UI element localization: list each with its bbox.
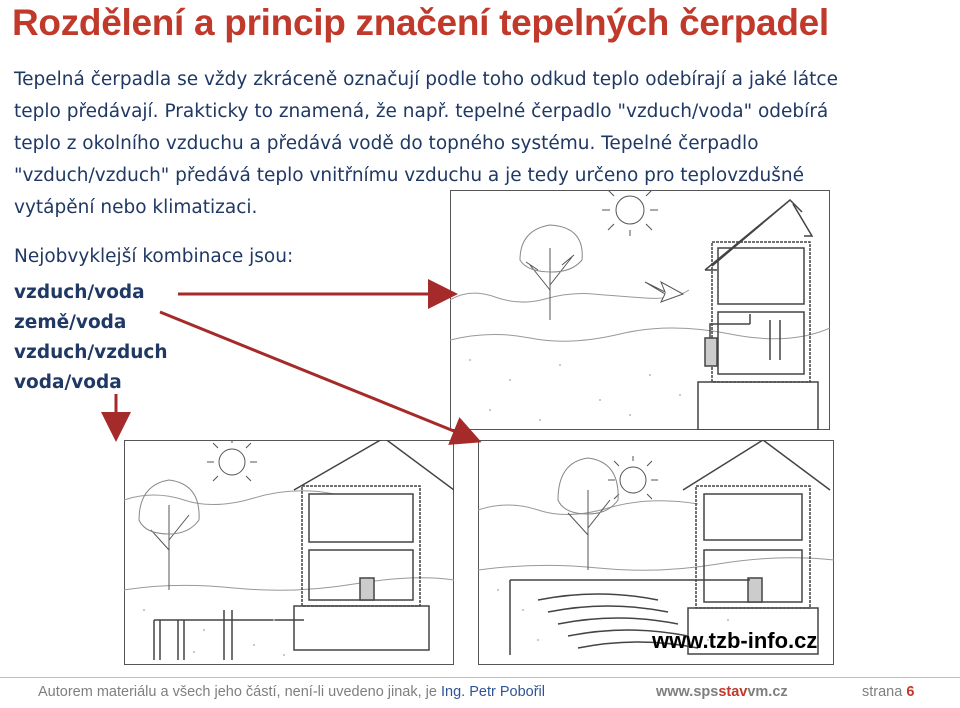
slide-title: Rozdělení a princip značení tepelných čerpadel xyxy=(12,2,829,43)
combination-item: vzduch/vzduch xyxy=(14,342,168,363)
footer xyxy=(0,682,960,706)
footer-page xyxy=(862,684,914,700)
footer-web-prefix: www.sps xyxy=(656,684,719,700)
combination-item: země/voda xyxy=(14,312,127,333)
footer-credit-text: Autorem materiálu a všech jeho částí, není-li uvedeno jinak, je xyxy=(38,684,437,700)
footer-web-highlight: stav xyxy=(718,684,748,700)
arrow-ground-water-horizontal xyxy=(160,312,476,440)
footer-page-label: strana xyxy=(862,684,903,700)
intro-paragraph: Tepelná čerpadla se vždy zkráceně označují podle toho odkud teplo odebírají a jaké látce teplo předávají. Prakticky to znamená, že např. tepelné čerpadlo "vzduch/voda" odebírá teplo z okolního vzduchu a předává vodě do topného systému. Tepelné čerpadlo "vzduch/vzduch" předává teplo vnitřnímu vzduchu a je tedy určeno pro teplovzdušné vytápění nebo klimatizaci. xyxy=(14,69,838,218)
combination-item: voda/voda xyxy=(14,372,122,393)
footer-author: Ing. Petr Pobořil xyxy=(441,684,545,700)
combination-item: vzduch/voda xyxy=(14,282,145,303)
footer-page-number: 6 xyxy=(906,684,915,700)
footer-web-suffix: vm.cz xyxy=(747,684,788,700)
footer-divider xyxy=(0,677,960,678)
combinations-heading: Nejobvyklejší kombinace jsou: xyxy=(14,246,294,267)
source-credit: www.tzb-info.cz xyxy=(652,628,818,653)
footer-website[interactable] xyxy=(656,684,788,700)
footer-credit xyxy=(38,684,545,700)
